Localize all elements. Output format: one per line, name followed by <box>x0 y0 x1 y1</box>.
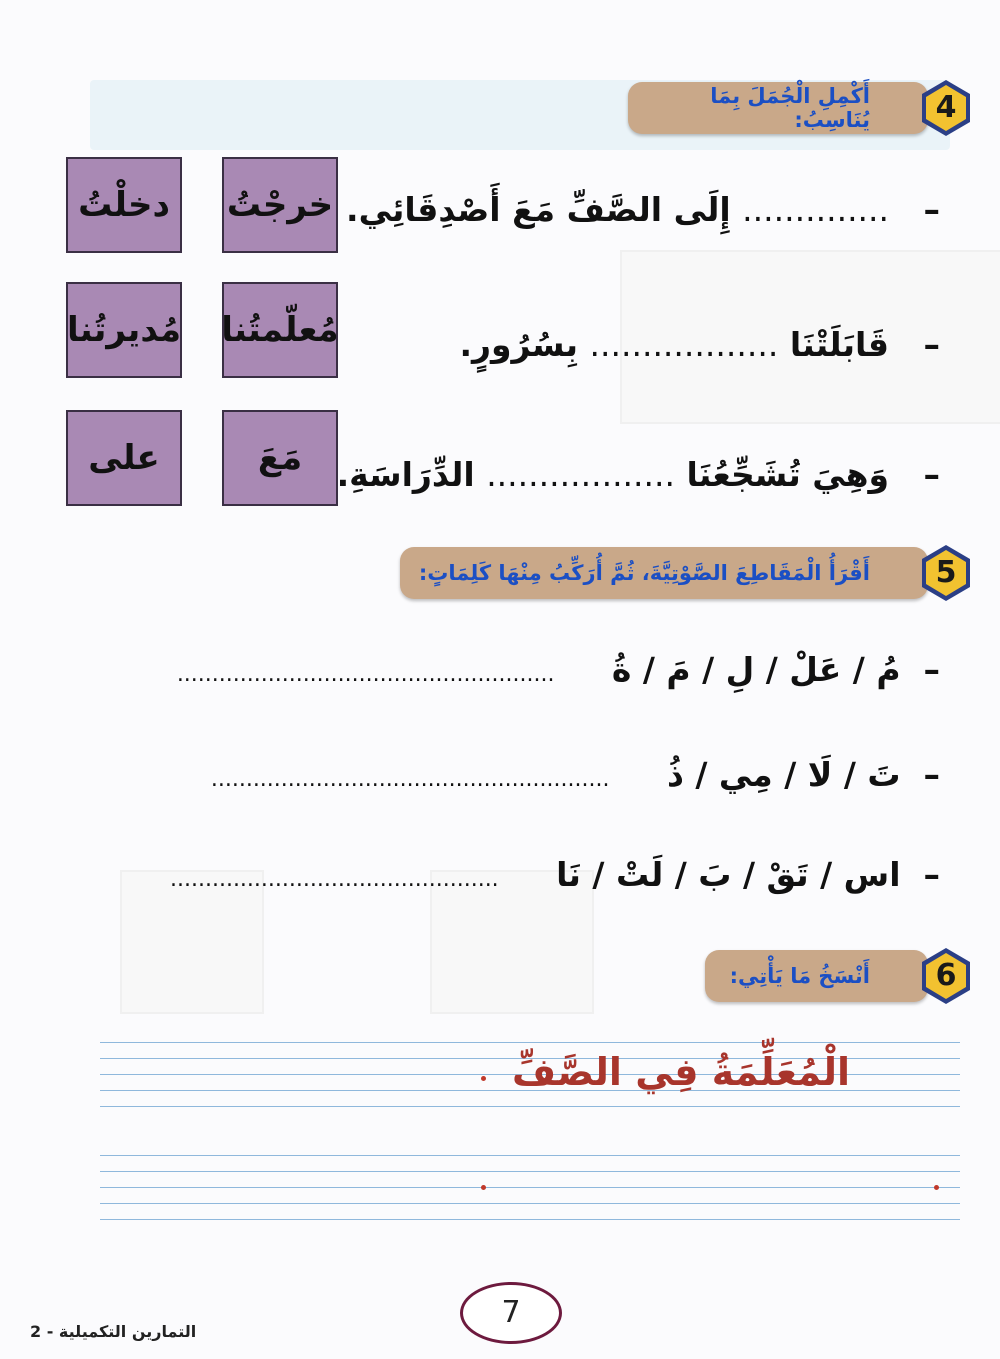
writing-line[interactable] <box>100 1203 960 1204</box>
writing-line <box>100 1042 960 1043</box>
dash: – <box>923 455 940 494</box>
guide-dot <box>934 1185 939 1190</box>
syllable-row-2 <box>211 755 940 794</box>
syllables: تَ / لَا / مِي / ذُ <box>666 755 901 794</box>
dash: – <box>923 755 940 794</box>
word-bank-box <box>66 410 182 506</box>
sentence-1 <box>346 190 940 229</box>
page-number: 7 <box>460 1282 562 1344</box>
word-bank-word: مُعلّمتُنا <box>221 310 339 350</box>
writing-line <box>100 1106 960 1107</box>
answer-blank[interactable]: ............................................... <box>170 867 499 892</box>
writing-line[interactable] <box>100 1219 960 1220</box>
syllable-row-3 <box>170 855 940 894</box>
exercise-6-banner <box>705 950 928 1002</box>
word-bank-box <box>222 157 338 253</box>
guide-dot <box>481 1185 486 1190</box>
answer-blank[interactable]: .............. <box>742 190 890 229</box>
word-bank-word: خرجْتُ <box>226 185 334 225</box>
answer-blank[interactable]: .................. <box>589 325 779 364</box>
exercise-5-number: 5 <box>935 555 957 590</box>
word-bank-word: على <box>88 438 160 478</box>
writing-line[interactable] <box>100 1171 960 1172</box>
guide-dot <box>481 1076 486 1081</box>
exercise-6-badge <box>916 946 976 1006</box>
syllables: مُ / عَلْ / لِ / مَ / ةُ <box>611 650 901 689</box>
copy-model-text: الْمُعَلِّمَةُ فِي الصَّفِّ <box>511 1050 850 1094</box>
answer-blank[interactable]: ......................................................... <box>210 767 610 792</box>
footer-book-title: التمارين التكميلية - 2 <box>30 1322 197 1341</box>
exercise-5-instruction: أَقْرَأُ الْمَقَاطِعَ الصَّوْتِيَّةَ، ثُمَّ أُرَكِّبُ مِنْهَا كَلِمَاتٍ: <box>418 561 870 585</box>
answer-blank[interactable]: ...................................................... <box>176 662 555 687</box>
exercise-4-banner <box>628 82 928 134</box>
sentence-text: قَابَلَتْنَا <box>789 325 890 364</box>
word-bank-box <box>222 282 338 378</box>
exercise-5-badge <box>916 543 976 603</box>
sentence-text: بِسُرُورٍ. <box>459 325 578 364</box>
exercise-5-banner <box>400 547 928 599</box>
word-bank-box <box>66 157 182 253</box>
syllables: اس / تَقْ / بَ / لَتْ / نَا <box>556 855 901 894</box>
sentence-text: الدِّرَاسَةِ. <box>336 455 475 494</box>
dash: – <box>923 650 940 689</box>
exercise-6-number: 6 <box>935 958 957 993</box>
exercise-4-number: 4 <box>935 90 957 125</box>
exercise-6-instruction: أَنْسَخُ مَا يَأْتِي: <box>729 964 870 988</box>
answer-blank[interactable]: .................. <box>486 455 676 494</box>
sentence-3 <box>337 455 940 494</box>
word-bank-box <box>222 410 338 506</box>
word-bank-word: مُديرتُنا <box>66 310 182 350</box>
exercise-4-badge <box>916 78 976 138</box>
dash: – <box>923 190 940 229</box>
sentence-2 <box>459 325 940 364</box>
writing-line[interactable] <box>100 1155 960 1156</box>
dash: – <box>923 855 940 894</box>
word-bank-word: مَعَ <box>257 438 303 478</box>
writing-line[interactable] <box>100 1187 960 1188</box>
word-bank-word: دخلْتُ <box>78 185 170 225</box>
sentence-text: وَهِيَ تُشَجِّعُنَا <box>686 455 890 494</box>
dash: – <box>923 325 940 364</box>
word-bank-box <box>66 282 182 378</box>
syllable-row-1 <box>177 650 940 689</box>
sentence-text: إِلَى الصَّفِّ مَعَ أَصْدِقَائِي. <box>346 190 731 229</box>
exercise-4-instruction: أَكْمِلِ الْجُمَلَ بِمَا يُنَاسِبُ: <box>710 84 870 132</box>
